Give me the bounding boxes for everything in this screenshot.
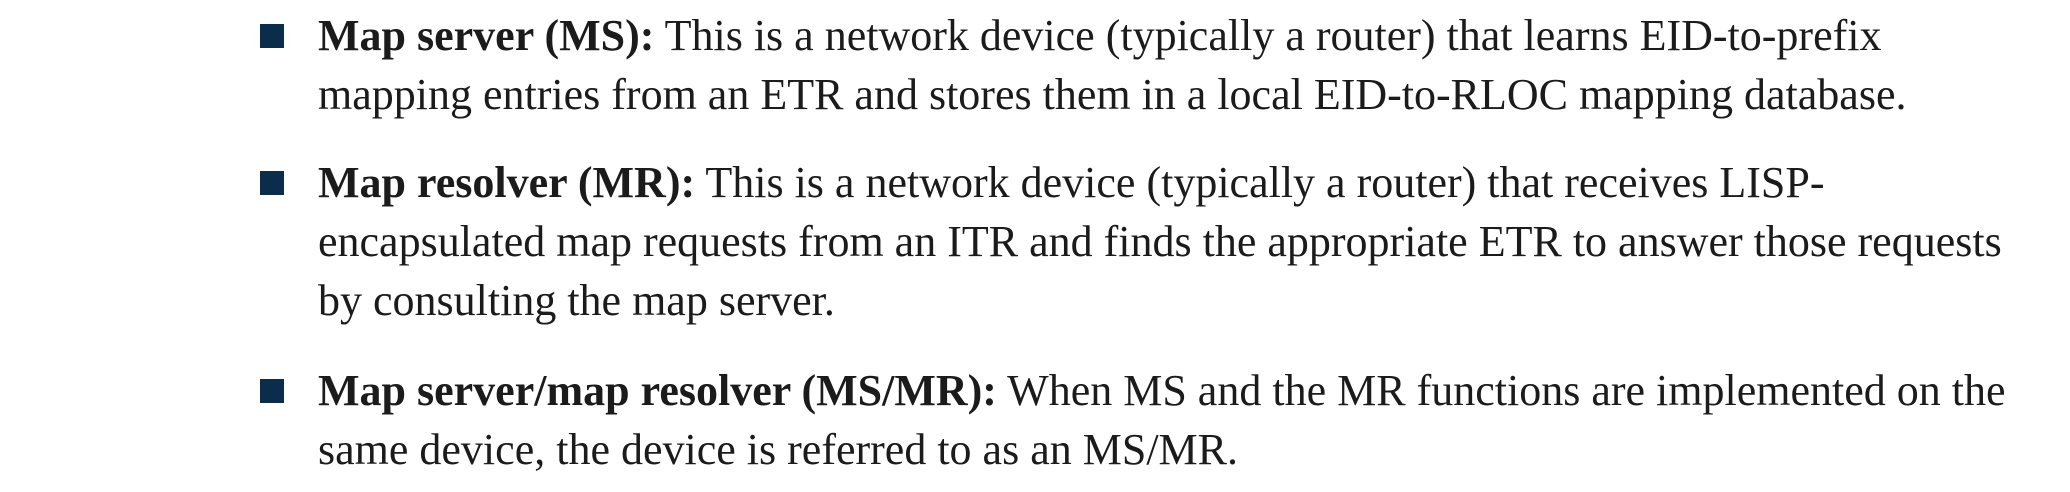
list-item-term: Map server (MS): bbox=[318, 11, 655, 60]
list-item-term: Map server/map resolver (MS/MR): bbox=[318, 366, 997, 415]
list-item-text: This is a network device (typically a router) that receives LISP-encapsulated map requests from an ITR and finds the appropriate ETR to answer those requests by consulting the map server. bbox=[318, 158, 2002, 325]
square-bullet-icon bbox=[260, 379, 284, 403]
list-item-text: When MS and the MR functions are implemented on the same device, the device is referred to as an MS/MR. bbox=[318, 366, 2006, 474]
square-bullet-icon bbox=[260, 24, 284, 48]
square-bullet-icon bbox=[260, 171, 284, 195]
list-item bbox=[318, 361, 2018, 479]
list-item bbox=[318, 6, 2018, 124]
list-item bbox=[318, 153, 2018, 330]
list-item-text: This is a network device (typically a router) that learns EID-to-prefix mapping entries from an ETR and stores them in a local EID-to-RLOC mapping database. bbox=[318, 11, 1907, 119]
list-item-term: Map resolver (MR): bbox=[318, 158, 696, 207]
